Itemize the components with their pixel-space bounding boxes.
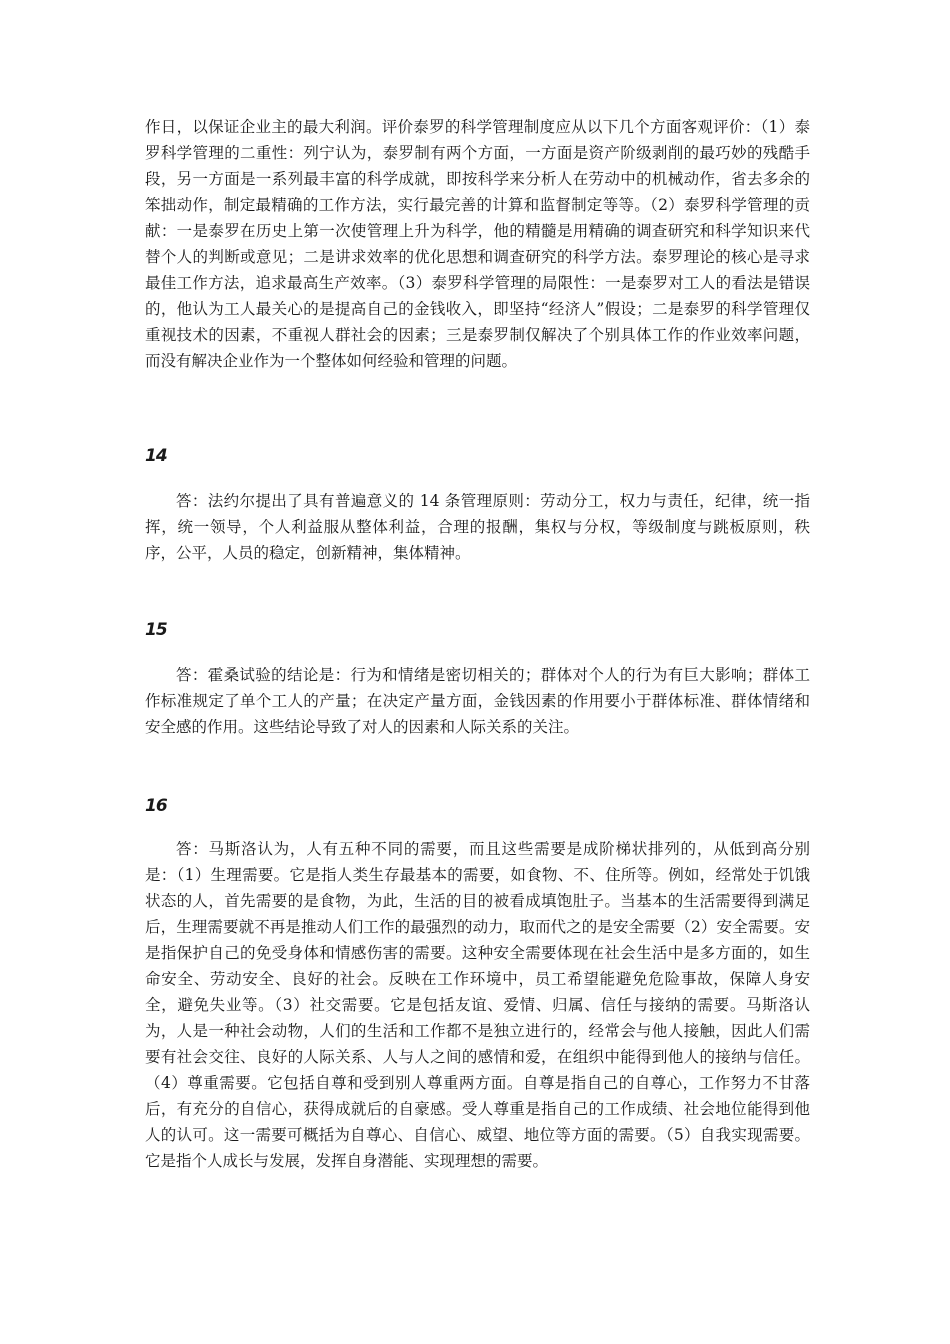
answer-13-continuation: 作日，以保证企业主的最大利润。评价泰罗的科学管理制度应从以下几个方面客观评价：（1）泰罗科学管理的二重性：列宁认为，泰罗制有两个方面，一方面是资产阶级剥削的最巧妙的残酷手段，另一方面是一系列最丰富的科学成就，即按科学来分析人在劳动中的机械动作，省去多余的笨拙动作，制定最精确的工作方法，实行最完善的计算和监督制定等等。（2）泰罗科学管理的贡献：一是泰罗在历史上第一次使管理上升为科学，他的精髓是用精确的调查研究和科学知识来代替个人的判断或意见；二是讲求效率的优化思想和调查研究的科学方法。泰罗理论的核心是寻求最佳工作方法，追求最高生产效率。（3）泰罗科学管理的局限性：一是泰罗对工人的看法是错误的，他认为工人最关心的是提高自己的金钱收入，即坚持“经济人”假设；二是泰罗的科学管理仅重视技术的因素，不重视人群社会的因素；三是泰罗制仅解决了个别具体工作的作业效率问题，而没有解决企业作为一个整体如何经验和管理的问题。 <box>145 118 810 370</box>
question-number-16: 16 <box>145 796 167 816</box>
answer-16: 答：马斯洛认为，人有五种不同的需要，而且这些需要是成阶梯状排列的，从低到高分别是：（1）生理需要。它是指人类生存最基本的需要，如食物、不、住所等。例如，经常处于饥饿状态的人，首先需要的是食物，为此，生活的目的被看成填饱肚子。当基本的生活需要得到满足后，生理需要就不再是推动人们工作的最强烈的动力，取而代之的是安全需要（2）安全需要。安是指保护自己的免受身体和情感伤害的需要。这种安全需要体现在社会生活中是多方面的，如生命安全、劳动安全、良好的社会。反映在工作环境中，员工希望能避免危险事故，保障人身安全，避免失业等。（3）社交需要。它是包括友谊、爱情、归属、信任与接纳的需要。马斯洛认为，人是一种社会动物，人们的生活和工作都不是独立进行的，经常会与他人接触，因此人们需要有社会交往、良好的人际关系、人与人之间的感情和爱，在组织中能得到他人的接纳与信任。（4）尊重需要。它包括自尊和受到别人尊重两方面。自尊是指自己的自尊心，工作努力不甘落后，有充分的自信心，获得成就后的自豪感。受人尊重是指自己的工作成绩、社会地位能得到他人的认可。这一需要可概括为自尊心、自信心、威望、地位等方面的需要。（5）自我实现需要。它是指个人成长与发展，发挥自身潜能、实现理想的需要。 <box>145 840 810 1170</box>
question-number-14: 14 <box>145 446 167 466</box>
question-number-15: 15 <box>145 620 167 640</box>
answer-15: 答：霍桑试验的结论是：行为和情绪是密切相关的；群体对个人的行为有巨大影响；群体工作标准规定了单个工人的产量；在决定产量方面，金钱因素的作用要小于群体标准、群体情绪和安全感的作用。这些结论导致了对人的因素和人际关系的关注。 <box>145 666 810 736</box>
answer-14: 答：法约尔提出了具有普遍意义的 14 条管理原则：劳动分工，权力与责任，纪律，统一指挥，统一领导，个人利益服从整体利益，合理的报酬，集权与分权，等级制度与跳板原则，秩序，公平，人员的稳定，创新精神，集体精神。 <box>145 492 810 562</box>
